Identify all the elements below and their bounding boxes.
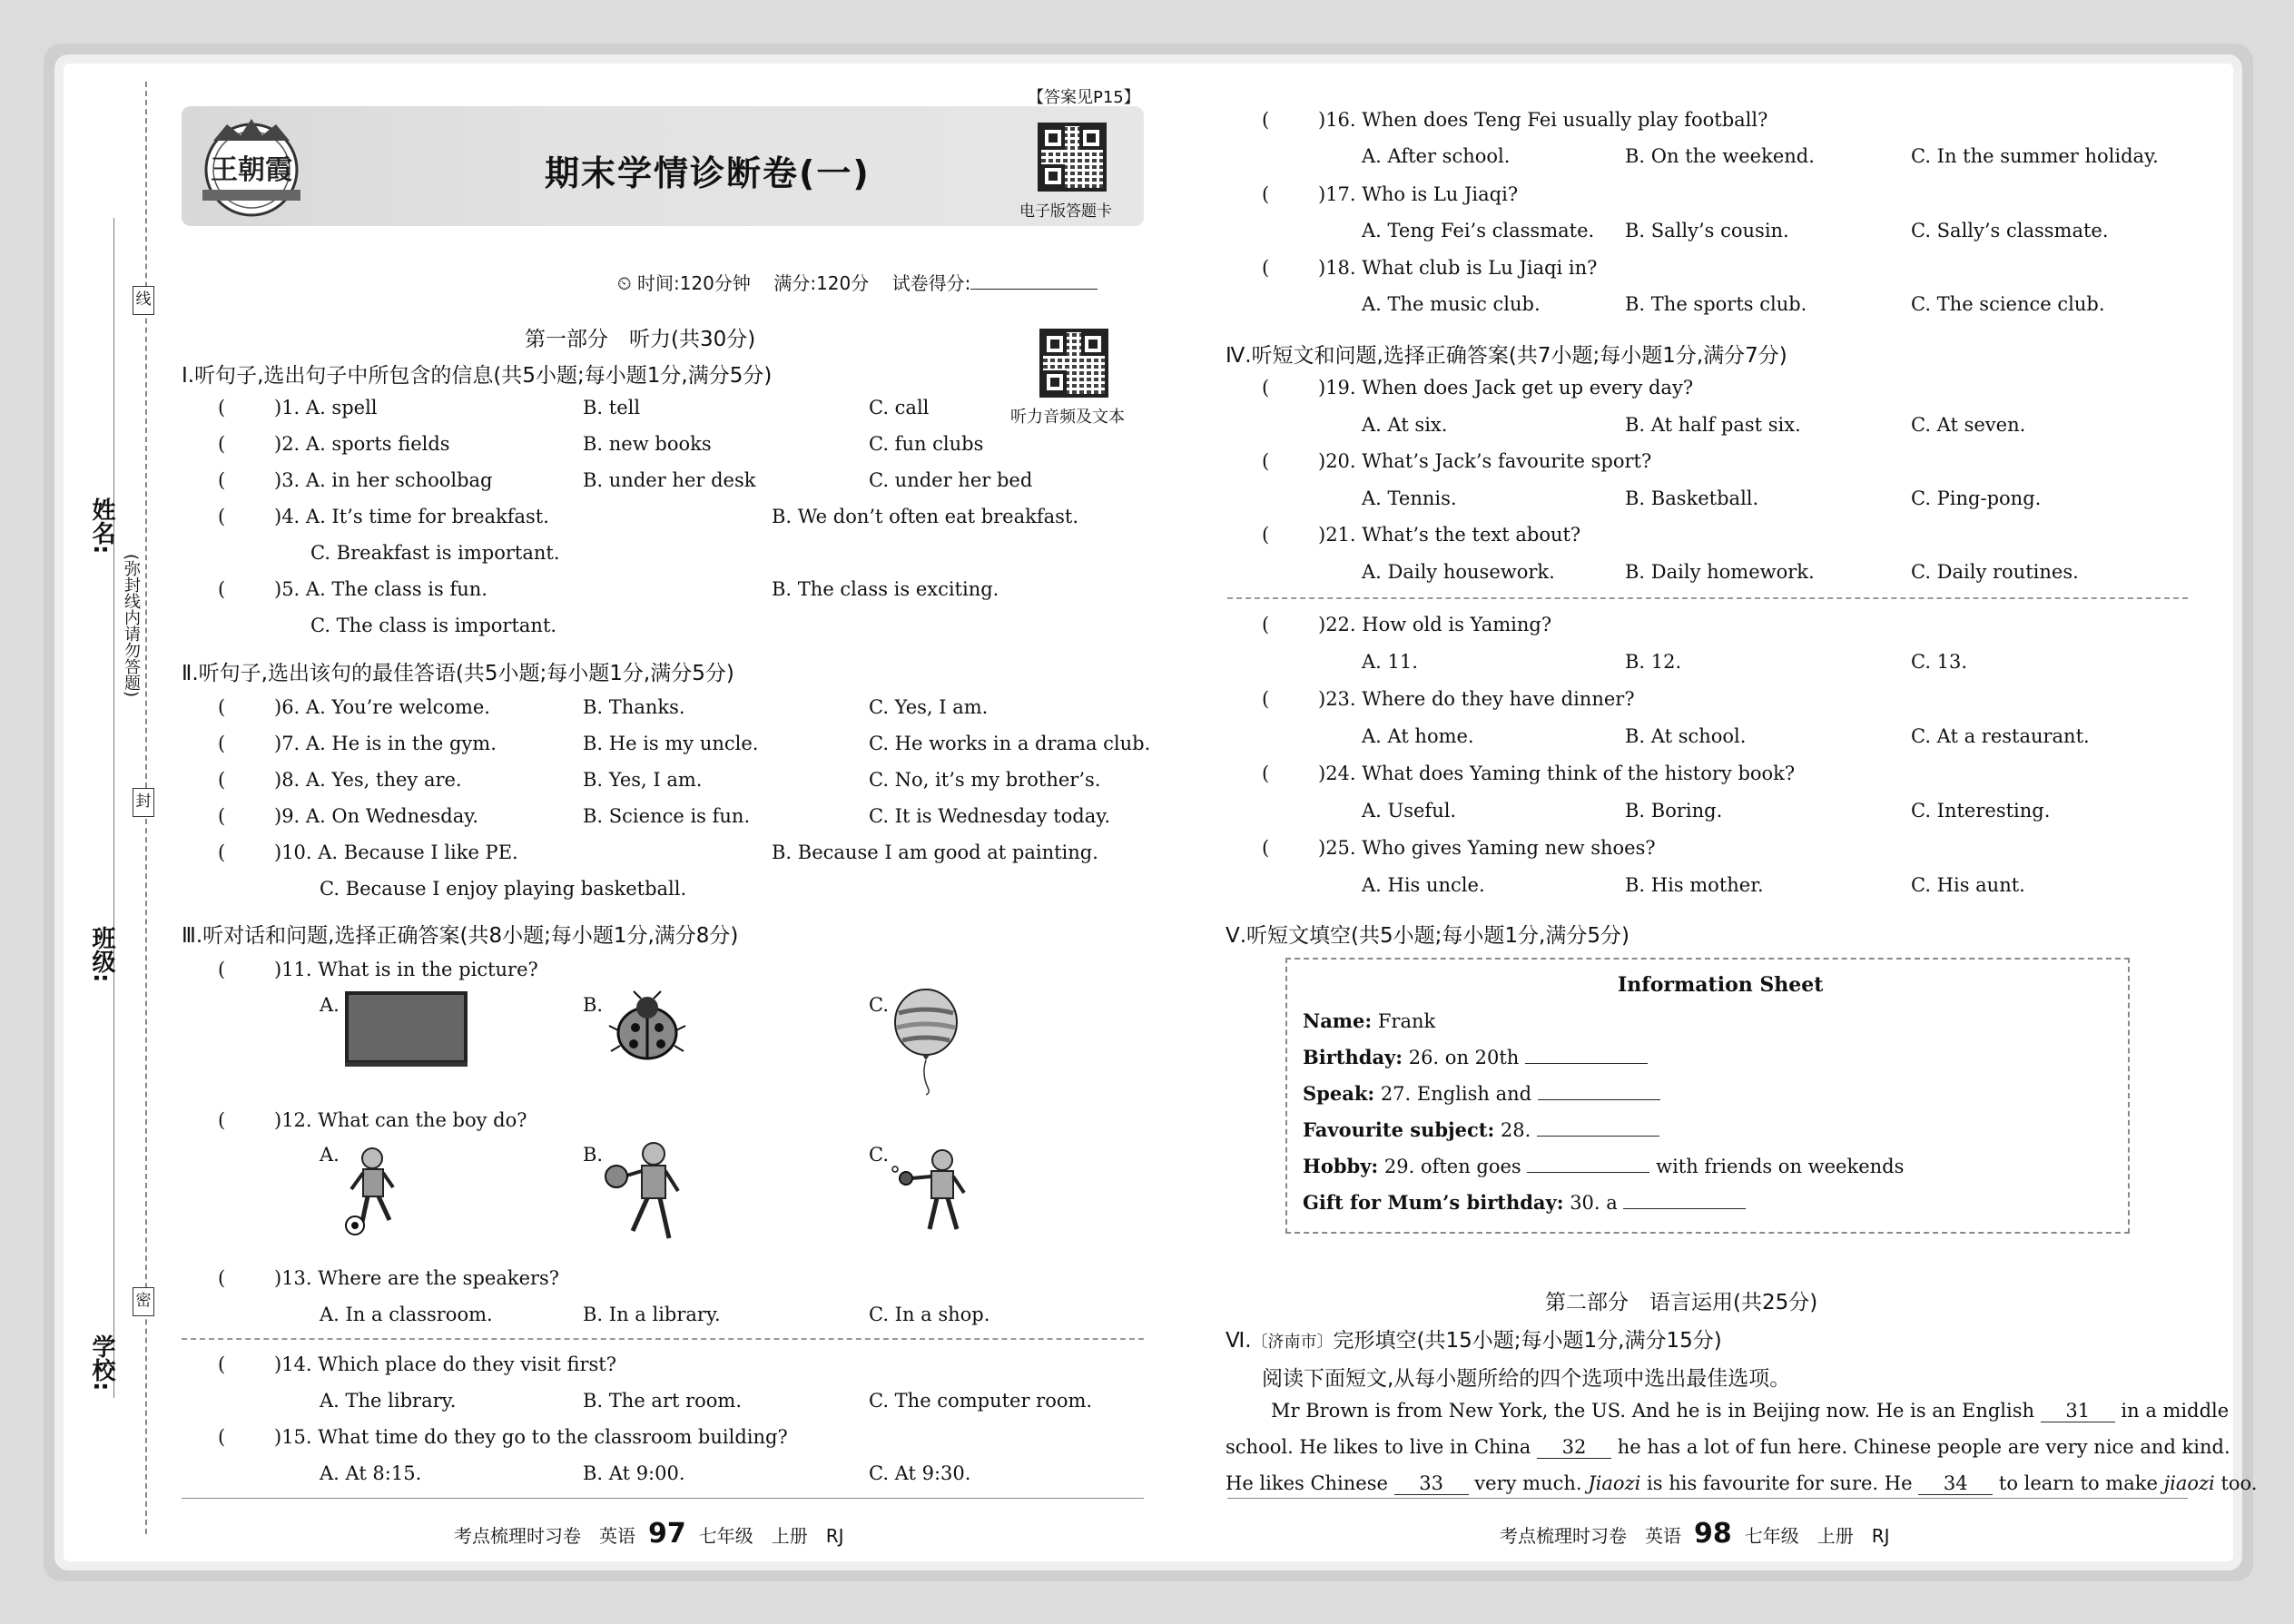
q2-paren: (	[218, 433, 226, 455]
q13-paren: (	[218, 1267, 226, 1289]
q18-paren: (	[1262, 257, 1270, 279]
binding-name-label: 姓名:	[88, 497, 115, 555]
ladybug-picture	[606, 989, 688, 1062]
cloze-blank-33[interactable]: 33	[1394, 1472, 1469, 1495]
q5-option-c: C. The class is important.	[310, 615, 557, 636]
q13-option-b: B. In a library.	[583, 1304, 721, 1325]
q25-option-c: C. His aunt.	[1911, 874, 2025, 896]
q15-paren: (	[218, 1426, 226, 1448]
q19-stem: )19. When does Jack get up every day?	[1318, 377, 1694, 399]
q4-stem: )4. A. It’s time for breakfast.	[274, 506, 549, 527]
q25-stem: )25. Who gives Yaming new shoes?	[1318, 837, 1656, 859]
cloze-text-3c: is his favourite for sure. He	[1647, 1472, 1913, 1494]
footer-left-grade: 七年级 上册 RJ	[698, 1525, 844, 1547]
meta-score: 满分:120分	[773, 272, 870, 294]
cloze-blank-32[interactable]: 32	[1537, 1436, 1611, 1459]
q10-stem: )10. A. Because I like PE.	[274, 842, 518, 863]
section-5-heading: Ⅴ.听短文填空(共5小题;每小题1分,满分5分)	[1226, 924, 1629, 948]
q9-paren: (	[218, 805, 226, 827]
q14-option-c: C. The computer room.	[869, 1390, 1093, 1412]
q23-option-a: A. At home.	[1362, 725, 1474, 747]
page-number-left: 97	[648, 1518, 686, 1550]
q21-option-a: A. Daily housework.	[1362, 561, 1555, 583]
clock-icon: ⏲	[617, 272, 632, 294]
q10-paren: (	[218, 842, 226, 863]
info-hobby-row	[1303, 1155, 1904, 1177]
info-birthday-number: 26.	[1408, 1047, 1440, 1068]
seal-xian-text: 线	[135, 290, 152, 309]
q7-stem: )7. A. He is in the gym.	[274, 733, 497, 754]
q1-option-c: C. call	[869, 397, 930, 418]
footer-left	[454, 1518, 844, 1550]
footer-right-series: 考点梳理时习卷 英语	[1500, 1525, 1681, 1547]
cloze-blank-34[interactable]: 34	[1918, 1472, 1993, 1495]
section-6-heading	[1226, 1324, 1722, 1353]
q22-option-b: B. 12.	[1625, 651, 1682, 673]
q7-option-b: B. He is my uncle.	[583, 733, 759, 754]
q2-option-c: C. fun clubs	[869, 433, 984, 455]
q13-option-a: A. In a classroom.	[320, 1304, 493, 1325]
q12-paren: (	[218, 1109, 226, 1131]
cloze-text-1b: in a middle	[2121, 1400, 2230, 1422]
q16-option-a: A. After school.	[1362, 145, 1511, 167]
q14-option-b: B. The art room.	[583, 1390, 743, 1412]
balloon-picture	[890, 988, 962, 1097]
q14-paren: (	[218, 1353, 226, 1375]
blank-30[interactable]	[1623, 1192, 1746, 1209]
q24-stem: )24. What does Yaming think of the history book?	[1318, 763, 1796, 784]
footer-rule-right	[1227, 1498, 2188, 1499]
cloze-text-3e: too.	[2220, 1472, 2258, 1494]
info-birthday-label: Birthday:	[1303, 1046, 1403, 1068]
meta-time: 时间:120分钟	[636, 272, 751, 294]
q3-option-b: B. under her desk	[583, 469, 756, 491]
info-name-row	[1303, 1009, 1435, 1032]
q20-paren: (	[1262, 450, 1270, 472]
q24-option-a: A. Useful.	[1362, 800, 1457, 822]
binding-note: (弥封线内请勿答题)	[122, 554, 141, 698]
q7-paren: (	[218, 733, 226, 754]
part1-title: 第一部分 听力(共30分)	[525, 328, 756, 351]
q16-option-c: C. In the summer holiday.	[1911, 145, 2159, 167]
q18-stem: )18. What club is Lu Jiaqi in?	[1318, 257, 1598, 279]
seal-mi-text: 密	[135, 1292, 152, 1310]
info-hobby-label: Hobby:	[1303, 1155, 1379, 1177]
q2-stem: )2. A. sports fields	[274, 433, 450, 455]
section-6-city-tag: 〔济南市〕	[1251, 1333, 1334, 1352]
footer-right-grade: 七年级 上册 RJ	[1744, 1525, 1890, 1547]
info-hobby-tail: with friends on weekends	[1656, 1156, 1905, 1177]
exam-meta	[617, 269, 1098, 295]
seal-mi	[133, 1287, 154, 1316]
q13-option-c: C. In a shop.	[869, 1304, 990, 1325]
cloze-text-1a: Mr Brown is from New York, the US. And he is in Beijing now. He is an English	[1271, 1400, 2035, 1422]
section-4-heading: Ⅳ.听短文和问题,选择正确答案(共7小题;每小题1分,满分7分)	[1226, 344, 1787, 368]
binding-class-label: 班级:	[88, 926, 115, 983]
info-gift-text: 30. a	[1570, 1192, 1618, 1214]
info-gift-label: Gift for Mum’s birthday:	[1303, 1191, 1564, 1214]
boy-basketball-picture	[604, 1140, 694, 1251]
q24-paren: (	[1262, 763, 1270, 784]
q15-option-a: A. At 8:15.	[320, 1462, 422, 1484]
section-2-heading: Ⅱ.听句子,选出该句的最佳答语(共5小题;每小题1分,满分5分)	[182, 662, 734, 685]
footer-right	[1500, 1518, 1890, 1550]
q21-option-c: C. Daily routines.	[1911, 561, 2079, 583]
q6-stem: )6. A. You’re welcome.	[274, 696, 490, 718]
info-subject-label: Favourite subject:	[1303, 1118, 1495, 1141]
q7-option-c: C. He works in a drama club.	[869, 733, 1151, 754]
q15-option-b: B. At 9:00.	[583, 1462, 685, 1484]
q17-stem: )17. Who is Lu Jiaqi?	[1318, 183, 1519, 205]
seal-feng	[133, 788, 154, 817]
q8-option-b: B. Yes, I am.	[583, 769, 703, 791]
q1-stem: )1. A. spell	[274, 397, 378, 418]
info-subject-row	[1303, 1118, 1659, 1141]
q4-option-b: B. We don’t often eat breakfast.	[772, 506, 1079, 527]
info-speak-text: 27. English and	[1380, 1083, 1532, 1105]
section-6-number: Ⅵ.	[1226, 1329, 1252, 1353]
footer-left-series: 考点梳理时习卷 英语	[454, 1525, 635, 1547]
q12-option-b-label: B.	[583, 1144, 604, 1166]
info-name-value: Frank	[1377, 1010, 1436, 1032]
q23-paren: (	[1262, 688, 1270, 710]
seal-xian	[133, 286, 154, 315]
cloze-italic-jiaozi-2: jiaozi	[2163, 1472, 2215, 1494]
q5-stem: )5. A. The class is fun.	[274, 578, 487, 600]
q6-option-c: C. Yes, I am.	[869, 696, 989, 718]
boy-pingpong-picture	[888, 1146, 979, 1236]
q14-option-a: A. The library.	[320, 1390, 457, 1412]
binding-school-label: 学校:	[88, 1334, 115, 1392]
q11-option-a-label: A.	[320, 994, 340, 1016]
q14-stem: )14. Which place do they visit first?	[274, 1353, 616, 1375]
score-blank[interactable]	[970, 272, 1098, 290]
footer-rule-left	[182, 1498, 1144, 1499]
q21-option-b: B. Daily homework.	[1625, 561, 1815, 583]
q2-option-b: B. new books	[583, 433, 712, 455]
q3-option-c: C. under her bed	[869, 469, 1033, 491]
blank-28[interactable]	[1537, 1119, 1659, 1137]
audio-qr-code[interactable]	[1039, 329, 1108, 398]
q3-paren: (	[218, 469, 226, 491]
q17-paren: (	[1262, 183, 1270, 205]
info-speak-label: Speak:	[1303, 1082, 1375, 1105]
q22-paren: (	[1262, 614, 1270, 635]
q25-paren: (	[1262, 837, 1270, 859]
section-3-heading: Ⅲ.听对话和问题,选择正确答案(共8小题;每小题1分,满分8分)	[182, 924, 739, 948]
cloze-line-2	[1226, 1436, 2230, 1459]
blank-29[interactable]	[1527, 1156, 1649, 1173]
cloze-text-2b: he has a lot of fun here. Chinese people are very nice and kind.	[1617, 1436, 2230, 1458]
info-gift-row	[1303, 1191, 1746, 1214]
blackboard-picture	[345, 991, 468, 1068]
q19-paren: (	[1262, 377, 1270, 399]
page-number-right: 98	[1694, 1518, 1732, 1550]
q25-option-a: A. His uncle.	[1362, 874, 1485, 896]
q17-option-b: B. Sally’s cousin.	[1625, 220, 1789, 241]
part2-title: 第二部分 语言运用(共25分)	[1545, 1291, 1818, 1314]
divider-left	[182, 1338, 1144, 1340]
q16-paren: (	[1262, 109, 1270, 131]
blank-26[interactable]	[1525, 1047, 1648, 1064]
q20-option-c: C. Ping-pong.	[1911, 487, 2042, 509]
q19-option-a: A. At six.	[1362, 414, 1448, 436]
q19-option-c: C. At seven.	[1911, 414, 2026, 436]
section-6-title: 完形填空(共15小题;每小题1分,满分15分)	[1333, 1329, 1722, 1353]
q9-option-b: B. Science is fun.	[583, 805, 751, 827]
q24-option-c: C. Interesting.	[1911, 800, 2051, 822]
meta-score-got: 试卷得分:	[891, 272, 971, 294]
q25-option-b: B. His mother.	[1625, 874, 1764, 896]
boy-football-picture	[340, 1146, 404, 1236]
q11-option-b-label: B.	[583, 994, 604, 1016]
seal-feng-text: 封	[135, 792, 152, 811]
q9-stem: )9. A. On Wednesday.	[274, 805, 479, 827]
q6-paren: (	[218, 696, 226, 718]
q1-paren: (	[218, 397, 226, 418]
q21-stem: )21. What’s the text about?	[1318, 524, 1581, 546]
q12-option-c-label: C.	[869, 1144, 889, 1166]
cloze-italic-jiaozi: Jiaozi	[1588, 1472, 1641, 1494]
q18-option-c: C. The science club.	[1911, 293, 2105, 315]
q4-paren: (	[218, 506, 226, 527]
q1-option-b: B. tell	[583, 397, 641, 418]
q3-stem: )3. A. in her schoolbag	[274, 469, 493, 491]
cloze-line-3	[1226, 1472, 2257, 1495]
q18-option-b: B. The sports club.	[1625, 293, 1807, 315]
q5-paren: (	[218, 578, 226, 600]
publisher-logo	[195, 113, 309, 221]
q8-stem: )8. A. Yes, they are.	[274, 769, 462, 791]
q20-option-a: A. Tennis.	[1362, 487, 1457, 509]
q19-option-b: B. At half past six.	[1625, 414, 1801, 436]
cloze-text-3b: very much.	[1474, 1472, 1582, 1494]
blank-27[interactable]	[1538, 1083, 1660, 1100]
q13-stem: )13. Where are the speakers?	[274, 1267, 560, 1289]
q8-option-c: C. No, it’s my brother’s.	[869, 769, 1101, 791]
cloze-text-3d: to learn to make	[1998, 1472, 2158, 1494]
info-hobby-text: 29. often goes	[1383, 1156, 1521, 1177]
q10-option-c: C. Because I enjoy playing basketball.	[320, 878, 687, 900]
q11-stem: )11. What is in the picture?	[274, 959, 538, 980]
q20-option-b: B. Basketball.	[1625, 487, 1759, 509]
info-speak-row	[1303, 1082, 1660, 1105]
cloze-blank-31[interactable]: 31	[2041, 1400, 2115, 1422]
info-subject-number: 28.	[1500, 1119, 1531, 1141]
q24-option-b: B. Boring.	[1625, 800, 1723, 822]
q23-option-c: C. At a restaurant.	[1911, 725, 2090, 747]
cloze-text-2a: school. He likes to live in China	[1226, 1436, 1531, 1458]
divider-right	[1227, 597, 2188, 599]
q9-option-c: C. It is Wednesday today.	[869, 805, 1111, 827]
q15-stem: )15. What time do they go to the classroom building?	[274, 1426, 788, 1448]
q20-stem: )20. What’s Jack’s favourite sport?	[1318, 450, 1652, 472]
q12-stem: )12. What can the boy do?	[274, 1109, 527, 1131]
info-birthday-text: on 20th	[1444, 1047, 1520, 1068]
svg-text:王朝霞: 王朝霞	[211, 154, 292, 186]
q11-paren: (	[218, 959, 226, 980]
info-birthday-row	[1303, 1046, 1648, 1068]
q22-stem: )22. How old is Yaming?	[1318, 614, 1552, 635]
q23-option-b: B. At school.	[1625, 725, 1747, 747]
audio-label: 听力音频及文本	[1010, 408, 1125, 427]
page-title: 期末学情诊断卷(一)	[545, 153, 871, 193]
cloze-line-1	[1271, 1400, 2229, 1422]
q22-option-a: A. 11.	[1362, 651, 1418, 673]
section-1-heading: Ⅰ.听句子,选出句子中所包含的信息(共5小题;每小题1分,满分5分)	[182, 364, 773, 388]
q16-option-b: B. On the weekend.	[1625, 145, 1815, 167]
cloze-text-3a: He likes Chinese	[1226, 1472, 1388, 1494]
q11-option-c-label: C.	[869, 994, 889, 1016]
q10-option-b: B. Because I am good at painting.	[772, 842, 1098, 863]
q22-option-c: C. 13.	[1911, 651, 1968, 673]
q6-option-b: B. Thanks.	[583, 696, 685, 718]
answer-reference: 【答案见P15】	[1028, 88, 1140, 107]
ecard-qr-code[interactable]	[1038, 123, 1107, 192]
q18-option-a: A. The music club.	[1362, 293, 1541, 315]
q21-paren: (	[1262, 524, 1270, 546]
q17-option-a: A. Teng Fei’s classmate.	[1362, 220, 1595, 241]
ecard-label: 电子版答题卡	[1019, 202, 1112, 221]
q8-paren: (	[218, 769, 226, 791]
q5-option-b: B. The class is exciting.	[772, 578, 999, 600]
binding-line-inner	[113, 218, 114, 1398]
info-sheet-title: Information Sheet	[1618, 973, 1824, 997]
q17-option-c: C. Sally’s classmate.	[1911, 220, 2109, 241]
section-6-instruction: 阅读下面短文,从每小题所给的四个选项中选出最佳选项。	[1262, 1367, 1791, 1391]
q16-stem: )16. When does Teng Fei usually play football?	[1318, 109, 1768, 131]
q12-option-a-label: A.	[320, 1144, 340, 1166]
q15-option-c: C. At 9:30.	[869, 1462, 971, 1484]
q23-stem: )23. Where do they have dinner?	[1318, 688, 1635, 710]
q4-option-c: C. Breakfast is important.	[310, 542, 560, 564]
info-name-label: Name:	[1303, 1009, 1373, 1032]
